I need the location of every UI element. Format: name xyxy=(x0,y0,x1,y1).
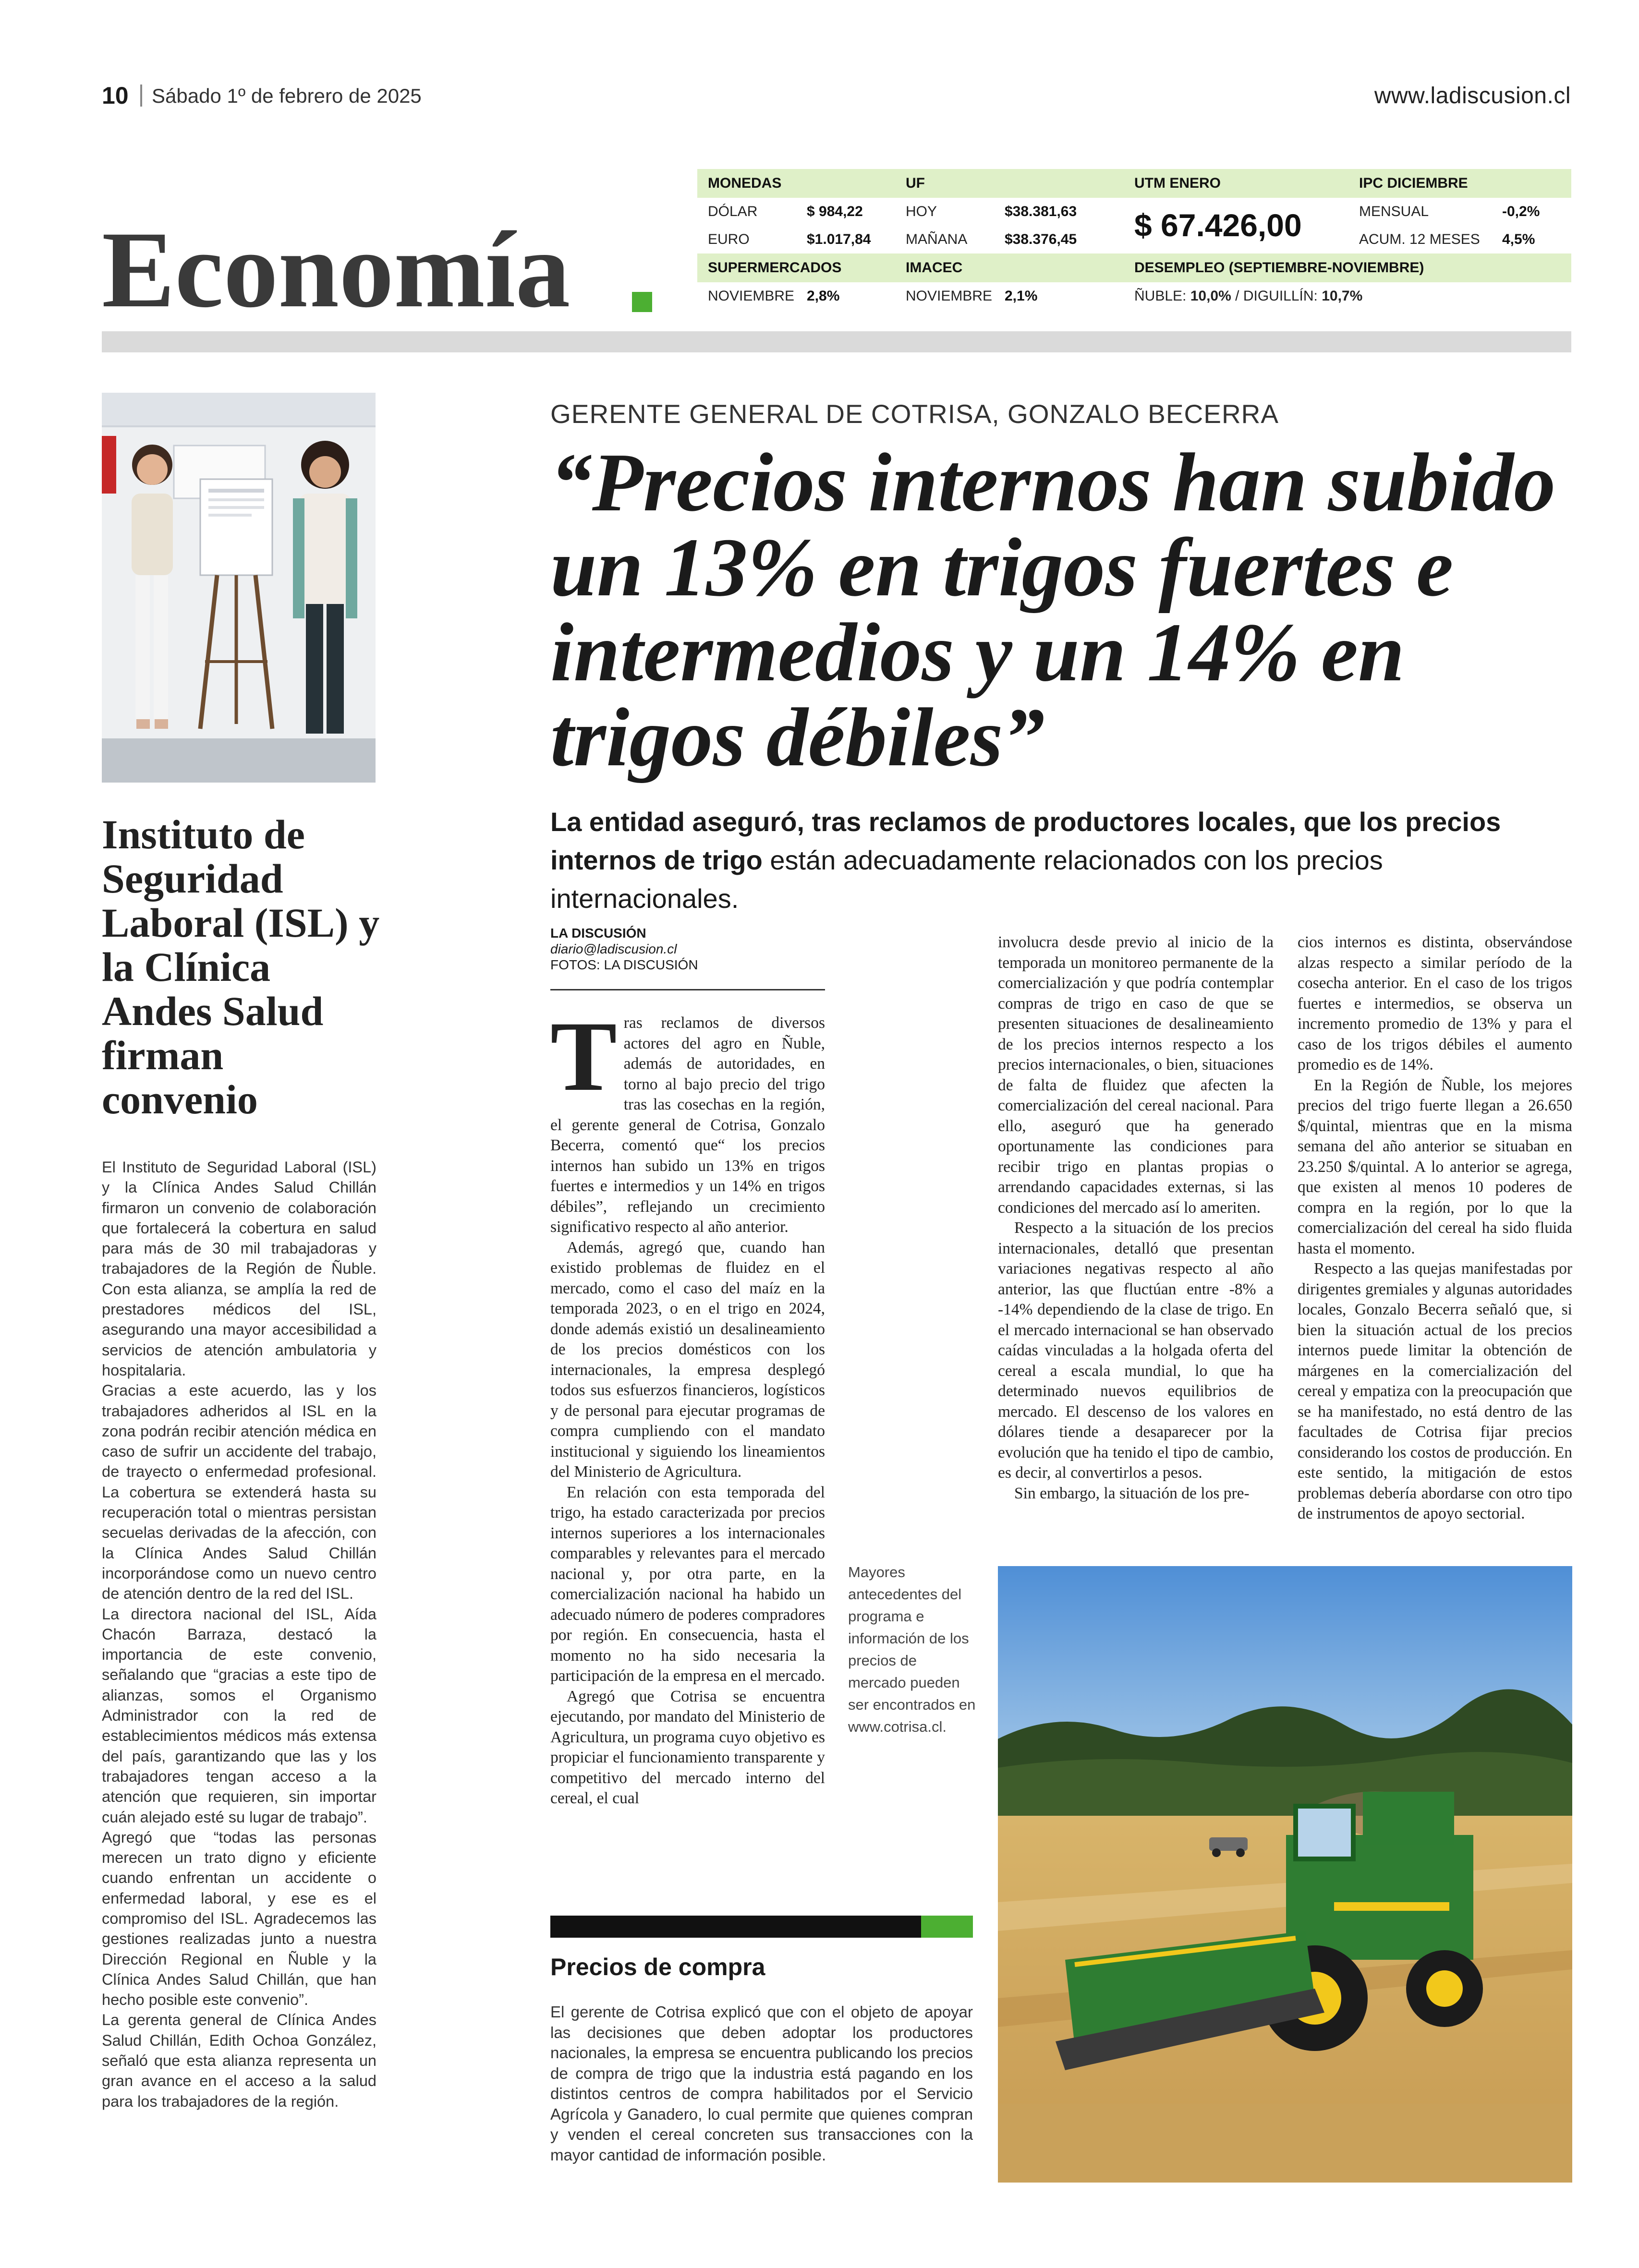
dolar-label: DÓLAR xyxy=(708,204,758,219)
section-title-dot xyxy=(632,292,652,312)
article-column-1 xyxy=(550,1001,826,1809)
article-paragraph: cios internos es distinta, observándose alzas respecto a similar período de la cosecha anterior. En el caso de los trigos fuertes e intermedios, se observa un incremento promedio de 13% y para el caso de los trigos débiles el aumento promedio es de 14%. xyxy=(1298,933,1572,1074)
article-paragraph: En la Región de Ñuble, los mejores precios del trigo fuerte llegan a 26.650 $/quintal, mientras que en la misma semana del año anterior se situaban en 23.250 $/quintal. A lo anterior se agrega, que existen al menos 10 poderes de compra en la región, por lo que la comercialización del cereal ha sido fluida hasta el momento. xyxy=(1298,1076,1572,1257)
euro-label: EURO xyxy=(708,231,750,247)
desempleo-separator: / xyxy=(1235,288,1239,304)
desempleo-values xyxy=(1134,284,1362,308)
byline-name: LA DISCUSIÓN xyxy=(550,926,646,941)
deck-rest: están adecuadamente relacionados con los precios internacionales. xyxy=(550,845,1383,914)
economic-indicators-table xyxy=(697,169,1571,311)
article-paragraph: En relación con esta temporada del trigo, ha estado caracterizada por precios internos superiores a los internacionales comparables y relevantes para el mercado nacional y, por otra parte, en la comercialización nacional ha habido un adecuado número de poderes compradores por región. En consecuencia, hasta el momento no ha sido necesaria la participación de la empresa en el mercado. xyxy=(550,1483,826,1685)
sidebar-paragraph: La directora nacional del ISL, Aída Chacón Barraza, destacó la importancia de este convenio, señalando que “gracias a este tipo de alianzas, somos el Organismo Administrador con la red de establecimientos médicos más extensa del país, garantizando que las y los trabajadores tengan acceso a la atención que requieren, sin importar cuán alejado esté su lugar de trabajo”. xyxy=(102,1605,376,1826)
diguillin-value: 10,7% xyxy=(1322,288,1363,304)
article-paragraph: Además, agregó que, cuando han existido problemas de fluidez en el mercado, como el caso del maíz en la temporada 2023, o en el trigo en 2024, donde además existió un desalineamiento de los precios domésticos con los internacionales, la empresa desplegó todos sus esfuerzos financieros, logísticos y de personal para ejecutar programas de compra cumpliendo con el mandato institucional y siguiendo los lineamientos del Ministerio de Agricultura. xyxy=(550,1238,825,1481)
byline-photos: FOTOS: LA DISCUSIÓN xyxy=(550,957,698,972)
uf-label: UF xyxy=(906,175,925,191)
article-paragraph xyxy=(550,1001,825,1238)
section-title: Economía xyxy=(102,209,571,330)
diguillin-label: DIGUILLÍN: xyxy=(1243,288,1318,304)
uf-manana-value: $38.376,45 xyxy=(1005,231,1077,247)
subsection-body: El gerente de Cotrisa explicó que con el objeto de apoyar las decisiones que deben adoptar los productores nacionales, la empresa se encuentra publicando los precios de compra de trigo que la industria está pagando en los distintos centros de compra habilitados por el Servicio Agrícola y Ganadero, lo cual permite que quienes compran y venden el cereal concreten sus transacciones con la mayor cantidad de información posible. xyxy=(550,2003,973,2164)
nuble-label: ÑUBLE: xyxy=(1134,288,1187,304)
desempleo-label: DESEMPLEO (SEPTIEMBRE-NOVIEMBRE) xyxy=(1134,260,1424,276)
sidebar-paragraph: El Instituto de Seguridad Laboral (ISL) y la Clínica Andes Salud Chillán firmaron un convenio de colaboración que fortalecerá la cobertura en salud para más de 30 mil trabajadoras y trabajadores de la Región de Ñuble. Con esta alianza, se amplía la red de prestadores médicos del ISL, asegurando una mayor accesibilidad a servicios de atención ambulatoria y hospitalaria. xyxy=(102,1158,376,1379)
ipc-mensual-label: MENSUAL xyxy=(1359,204,1429,219)
monedas-label: MONEDAS xyxy=(708,175,782,191)
article-headline: “Precios internos han subido un 13% en trigos fuertes e intermedios y un 14% en trigos débiles” xyxy=(550,436,1556,784)
wheat-harvest-photo xyxy=(998,1566,1572,2183)
site-url[interactable]: www.ladiscusion.cl xyxy=(1374,83,1571,109)
article-paragraph: involucra desde previo al inicio de la temporada un monitoreo permanente de la comercialización y que podría contemplar compras de trigo en caso de que se presenten situaciones de desalineamiento de los precios internos respecto a los precios internacionales, o bien, situaciones de falta de fluidez que afecten la comercialización del cereal nacional. Para ello, aseguró que ha generado oportunamente las condiciones para recibir trigo en plantas propias o arrendando capacidades externas, si las condiciones del mercado así lo ameriten. xyxy=(998,933,1274,1217)
sidebar-paragraph: La gerenta general de Clínica Andes Salud Chillán, Edith Ochoa González, señaló que esta alianza representa un gran avance en el acceso a la salud para los trabajadores de la región. xyxy=(102,2011,376,2110)
ipc-acum-value: 4,5% xyxy=(1502,231,1535,247)
article-column-2 xyxy=(998,932,1274,1504)
article-paragraph: Agregó que Cotrisa se encuentra ejecutando, por mandato del Ministerio de Agricultura, un programa cuyo objetivo es propiciar el funcionamiento transparente y competitivo del mercado interno del cereal, el cual xyxy=(550,1687,825,1807)
subsection-title: Precios de compra xyxy=(550,1954,765,1980)
nuble-value: 10,0% xyxy=(1190,288,1231,304)
issue-date: Sábado 1º de febrero de 2025 xyxy=(152,84,422,107)
sidebar-headline: Instituto de Seguridad Laboral (ISL) y la Clínica Andes Salud firman convenio xyxy=(102,811,380,1122)
section-divider xyxy=(102,331,1571,352)
subsection-bar-black xyxy=(550,1916,921,1938)
supermercados-value: 2,8% xyxy=(807,288,840,304)
article-deck xyxy=(550,803,1578,918)
convenio-signing-photo xyxy=(102,393,376,783)
article-column-3 xyxy=(1298,932,1572,1524)
article-paragraph: Respecto a las quejas manifestadas por dirigentes gremiales y algunas autoridades locales, Gonzalo Becerra señaló que, si bien la situación actual de los precios internos puede limitar la obtención de márgenes en la comercialización del cereal y empatiza con la preocupación que se ha manifestado, no está dentro de las facultades de Cotrisa fijar precios considerando los costos de producción. En este sentido, la mitigación de estos problemas debería abordarse con otro tipo de instrumentos de apoyo sectorial. xyxy=(1298,1260,1572,1522)
utm-value: $ 67.426,00 xyxy=(1134,207,1302,243)
sidebar-paragraph: Agregó que “todas las personas merecen un trato digno y eficiente cuando enfrentan un accidente o enfermedad laboral, y ese es el compromiso del ISL. Agradecemos las gestiones realizadas junto a nuestra Dirección Regional en Ñuble y la Clínica Andes Salud Chillán, que han hecho posible este convenio”. xyxy=(102,1828,376,2009)
supermercados-label: SUPERMERCADOS xyxy=(708,260,842,276)
imacec-value: 2,1% xyxy=(1005,288,1038,304)
supermercados-period: NOVIEMBRE xyxy=(708,288,795,304)
drop-cap: T xyxy=(550,1001,617,1111)
byline-rule xyxy=(550,989,825,990)
uf-hoy-value: $38.381,63 xyxy=(1005,204,1077,219)
ipc-label: IPC DICIEMBRE xyxy=(1359,175,1468,191)
uf-manana-label: MAÑANA xyxy=(906,231,968,247)
byline-email[interactable]: diario@ladiscusion.cl xyxy=(550,941,677,956)
ipc-acum-label: ACUM. 12 MESES xyxy=(1359,231,1480,247)
article-paragraph: Sin embargo, la situación de los pre- xyxy=(1014,1484,1250,1502)
sidebar-body xyxy=(102,1157,376,2111)
dolar-value: $ 984,22 xyxy=(807,204,863,219)
lead-text: ras reclamos de diversos actores del agro en Ñuble, además de autoridades, en torno al bajo precio del trigo tras las cosechas en la región, el gerente general de Cotrisa, Gonzalo Becerra, comentó que“ los precios internos han subido un 13% en trigos fuertes e intermedios y un 14% en trigos débiles”, reflejando un crecimiento significativo respecto al año anterior. xyxy=(550,1014,825,1236)
deck-bold: La entidad aseguró, tras reclamos de productores locales, que los precios internos de trigo xyxy=(550,807,1501,875)
utm-label: UTM ENERO xyxy=(1134,175,1221,191)
subsection-bar-green xyxy=(921,1916,973,1938)
euro-value: $1.017,84 xyxy=(807,231,871,247)
article-paragraph: Respecto a la situación de los precios internacionales, detalló que presentan variaciones negativas respecto al año anterior, las que fluctúan entre -8% a -14% dependiendo de la clase de trigo. En el mercado internacional se han observado caídas vinculadas a la holgada oferta del cereal a escala mundial, lo que ha determinado nuevos equilibrios de mercado. El descenso de los valores en dólares tiende a desaparecer por la evolución que ha tenido el tipo de cambio, es decir, al convertirlos a pesos. xyxy=(998,1219,1274,1482)
header-separator xyxy=(140,84,142,107)
imacec-label: IMACEC xyxy=(906,260,963,276)
uf-hoy-label: HOY xyxy=(906,204,937,219)
imacec-period: NOVIEMBRE xyxy=(906,288,993,304)
sidebar-paragraph: Gracias a este acuerdo, las y los trabajadores adheridos al ISL en la zona podrán recibir atención médica en caso de sufrir un accidente del trabajo, de trayecto o enfermedad profesional. La cobertura se extenderá hasta su recuperación total o mientras persistan secuelas derivadas de la afección, con la Clínica Andes Salud Chillán incorporándose como un nuevo centro de atención dentro de la red del ISL. xyxy=(102,1382,376,1603)
article-kicker: GERENTE GENERAL DE COTRISA, GONZALO BECERRA xyxy=(550,399,1279,429)
photo-caption: Mayores antecedentes del programa e información de los precios de mercado pueden ser encontrados en www.cotrisa.cl. xyxy=(848,1564,976,1735)
page-number: 10 xyxy=(102,82,129,109)
ipc-mensual-value: -0,2% xyxy=(1502,204,1540,219)
